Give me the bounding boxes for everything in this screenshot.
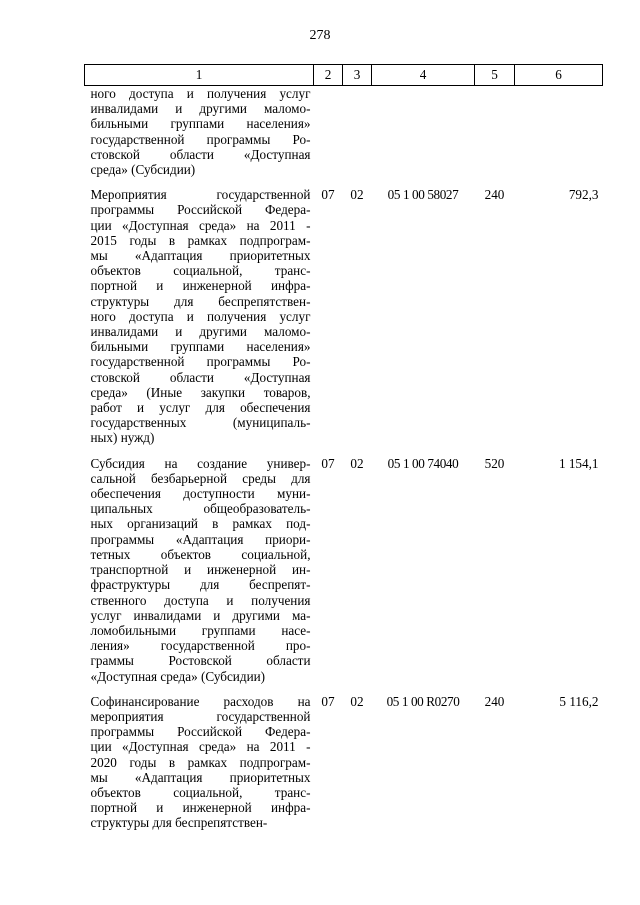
description-line: стовской области «Доступная	[90, 146, 311, 162]
row-subsection: 02	[350, 455, 364, 471]
description-line: ных) нужд)	[90, 430, 155, 446]
description-line: Субсидия на создание универ-	[90, 455, 311, 471]
column-header-6: 6	[515, 65, 603, 86]
row-amount	[515, 86, 603, 188]
description-line: Мероприятия государственной	[90, 187, 311, 203]
description-line: тетных объектов социальной,	[90, 546, 311, 562]
row-amount: 792,3	[568, 187, 599, 203]
row-expense-type: 240	[484, 187, 505, 203]
column-header-4: 4	[372, 65, 475, 86]
description-line: структуры для беспрепятствен-	[90, 815, 268, 831]
row-target-code: 05 1 00 R0270	[386, 693, 460, 709]
description-line: обеспечения доступности муни-	[90, 486, 311, 502]
description-line: «Доступная среда» (Субсидии)	[90, 668, 266, 684]
description-line: ного доступа и получения услуг	[90, 86, 311, 101]
table-row	[85, 86, 603, 188]
description-line: мы «Адаптация приоритетных	[90, 769, 311, 785]
description-line: мы «Адаптация приоритетных	[90, 248, 311, 264]
row-section: 07	[321, 455, 335, 471]
description-line: портной и инженерной инфра-	[90, 278, 311, 294]
row-target-code	[372, 86, 475, 188]
description-line: бильными группами населения»	[90, 339, 311, 355]
row-target-code: 05 1 00 74040	[387, 455, 459, 471]
row-section: 07	[321, 693, 335, 709]
table-body	[85, 86, 603, 841]
description-line: ственного доступа и получения	[90, 592, 311, 608]
row-description	[85, 187, 314, 455]
row-subsection	[343, 86, 372, 188]
description-line: транспортной и инженерной ин-	[90, 562, 311, 578]
row-description	[85, 456, 314, 694]
description-line: ципальных общеобразователь-	[90, 501, 311, 517]
row-section	[314, 86, 343, 188]
description-line: среда» (Иные закупки товаров,	[90, 384, 311, 400]
table-row	[85, 456, 603, 694]
description-line: ного доступа и получения услуг	[90, 308, 311, 324]
description-line: работ и услуг для обеспечения	[90, 400, 311, 416]
column-header-2: 2	[314, 65, 343, 86]
description-line: услуг инвалидами и другими ма-	[90, 607, 311, 623]
row-amount: 1 154,1	[558, 455, 599, 471]
description-line: ления» государственной про-	[90, 638, 311, 654]
header-row	[85, 65, 603, 86]
table-row	[85, 694, 603, 841]
column-header-1: 1	[85, 65, 314, 86]
description-line: мероприятия государственной	[90, 708, 311, 724]
description-line: ломобильными группами насе-	[90, 622, 311, 638]
description-line: бильными группами населения»	[90, 116, 311, 132]
description-line: граммы Ростовской области	[90, 653, 311, 669]
page-number: 278	[309, 28, 331, 43]
description-line: структуры для беспрепятствен-	[90, 293, 311, 309]
description-line: сальной безбарьерной среды для	[90, 470, 311, 486]
row-section: 07	[321, 187, 335, 203]
column-header-3: 3	[343, 65, 372, 86]
description-line: инвалидами и другими маломо-	[90, 324, 311, 340]
row-expense-type	[475, 86, 515, 188]
description-line: объектов социальной, транс-	[90, 784, 311, 800]
description-line: ных организаций в рамках под-	[90, 516, 311, 532]
description-line: ции «Доступная среда» на 2011 -	[90, 739, 311, 755]
description-line: объектов социальной, транс-	[90, 263, 311, 279]
table-row	[85, 187, 603, 455]
row-expense-type: 240	[484, 693, 505, 709]
description-line: Софинансирование расходов на	[90, 693, 311, 709]
description-line: программы «Адаптация приори-	[90, 531, 311, 547]
row-expense-type: 520	[484, 455, 505, 471]
row-description	[85, 694, 314, 841]
description-line: программы Российской Федера-	[90, 724, 311, 740]
description-line: ции «Доступная среда» на 2011 -	[90, 217, 311, 233]
row-amount: 5 116,2	[559, 693, 599, 709]
description-line: программы Российской Федера-	[90, 202, 311, 218]
description-line: портной и инженерной инфра-	[90, 800, 311, 816]
description-line: государственной программы Ро-	[90, 131, 311, 147]
row-description	[85, 86, 314, 188]
description-line: 2015 годы в рамках подпрограм-	[90, 232, 311, 248]
description-line: государственной программы Ро-	[90, 354, 311, 370]
budget-table	[84, 64, 603, 841]
row-subsection: 02	[350, 187, 364, 203]
description-line: стовской области «Доступная	[90, 369, 311, 385]
row-subsection: 02	[350, 693, 364, 709]
description-line: 2020 годы в рамках подпрограм-	[90, 754, 311, 770]
description-line: среда» (Субсидии)	[90, 162, 196, 178]
description-line: государственных (муниципаль-	[90, 415, 311, 431]
column-header-5: 5	[475, 65, 515, 86]
description-line: инвалидами и другими маломо-	[90, 101, 311, 117]
description-line: фраструктуры для беспрепят-	[90, 577, 311, 593]
row-target-code: 05 1 00 58027	[387, 187, 459, 203]
